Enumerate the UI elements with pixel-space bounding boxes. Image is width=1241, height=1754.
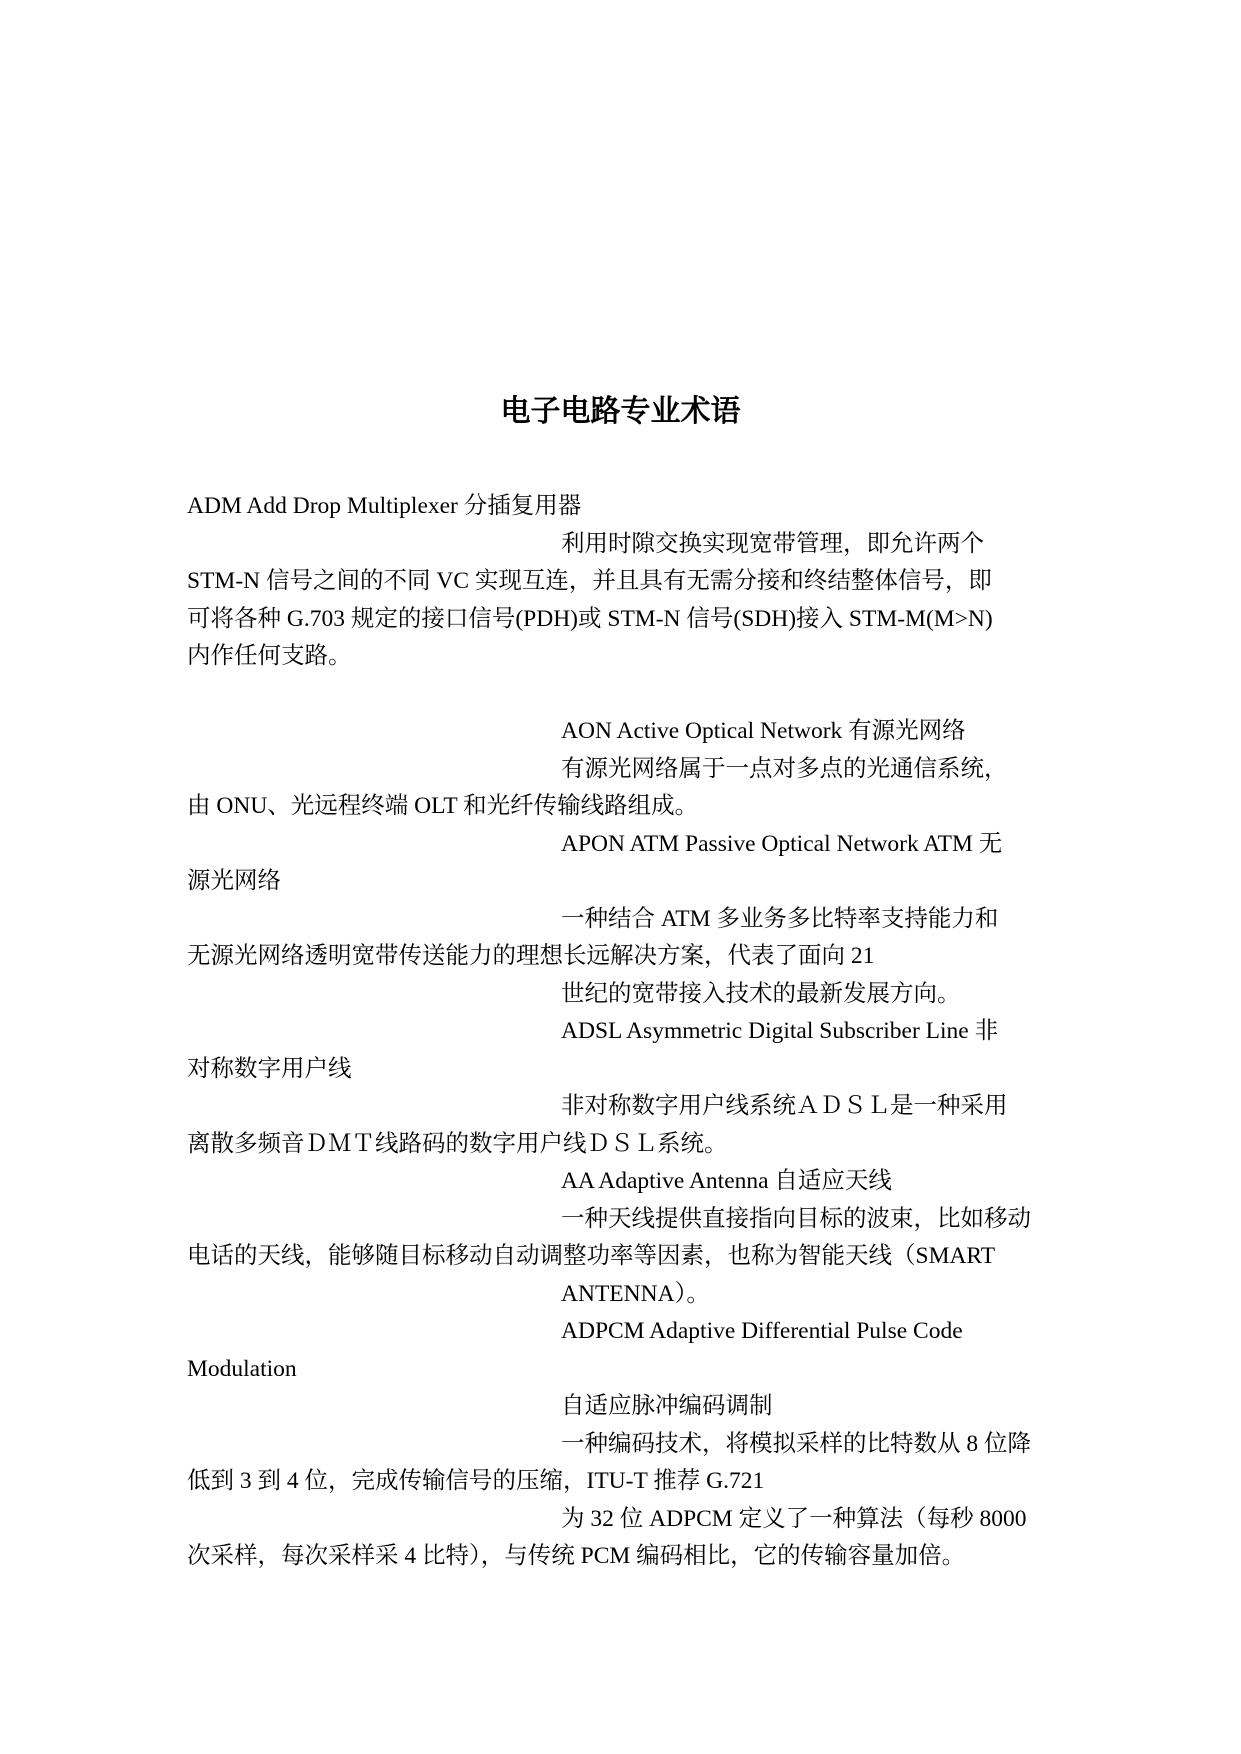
text-line: 次采样，每次采样采 4 比特），与传统 PCM 编码相比，它的传输容量加倍。	[187, 1543, 966, 1569]
text-line: 可将各种 G.703 规定的接口信号(PDH)或 STM-N 信号(SDH)接入 STM-M(M>N)	[187, 606, 993, 632]
text-line: STM-N 信号之间的不同 VC 实现互连，并且具有无需分接和终结整体信号，即	[187, 568, 992, 594]
text-line: 一种结合 ATM 多业务多比特率支持能力和	[561, 906, 999, 932]
text-line: AON Active Optical Network 有源光网络	[561, 718, 966, 744]
text-line: 利用时隙交换实现宽带管理，即允许两个	[561, 531, 984, 557]
text-line: 无源光网络透明宽带传送能力的理想长远解决方案，代表了面向 21	[187, 943, 875, 969]
text-line: 一种天线提供直接指向目标的波束，比如移动	[561, 1206, 1031, 1232]
document-title: 电子电路专业术语	[500, 394, 741, 429]
text-line: 低到 3 到 4 位，完成传输信号的压缩，ITU-T 推荐 G.721	[187, 1468, 765, 1494]
text-line: 一种编码技术，将模拟采样的比特数从 8 位降	[561, 1431, 1031, 1457]
text-line: 为 32 位 ADPCM 定义了一种算法（每秒 8000	[561, 1506, 1027, 1532]
text-line: ADM Add Drop Multiplexer 分插复用器	[187, 493, 582, 519]
text-line: 电话的天线，能够随目标移动自动调整功率等因素，也称为智能天线（SMART	[187, 1243, 996, 1269]
text-line: ADPCM Adaptive Differential Pulse Code	[561, 1318, 963, 1344]
text-line: ADSL Asymmetric Digital Subscriber Line 非	[561, 1018, 999, 1044]
text-line: 世纪的宽带接入技术的最新发展方向。	[561, 981, 961, 1007]
text-line: 自适应脉冲编码调制	[561, 1393, 773, 1419]
text-line: Modulation	[187, 1356, 297, 1382]
text-line: AA Adaptive Antenna 自适应天线	[561, 1168, 892, 1194]
text-line: 有源光网络属于一点对多点的光通信系统，	[561, 756, 1008, 782]
text-line: APON ATM Passive Optical Network ATM 无	[561, 831, 1003, 857]
text-line: ANTENNA）。	[561, 1281, 710, 1307]
text-line: 源光网络	[187, 868, 281, 894]
text-line: 非对称数字用户线系统ＡＤＳＬ是一种采用	[561, 1093, 1008, 1119]
text-line: 由 ONU、光远程终端 OLT 和光纤传输线路组成。	[187, 793, 699, 819]
text-line: 对称数字用户线	[187, 1056, 352, 1082]
text-line: 离散多频音ＤＭＴ线路码的数字用户线ＤＳＬ系统。	[187, 1131, 728, 1157]
text-line: 内作任何支路。	[187, 643, 352, 669]
